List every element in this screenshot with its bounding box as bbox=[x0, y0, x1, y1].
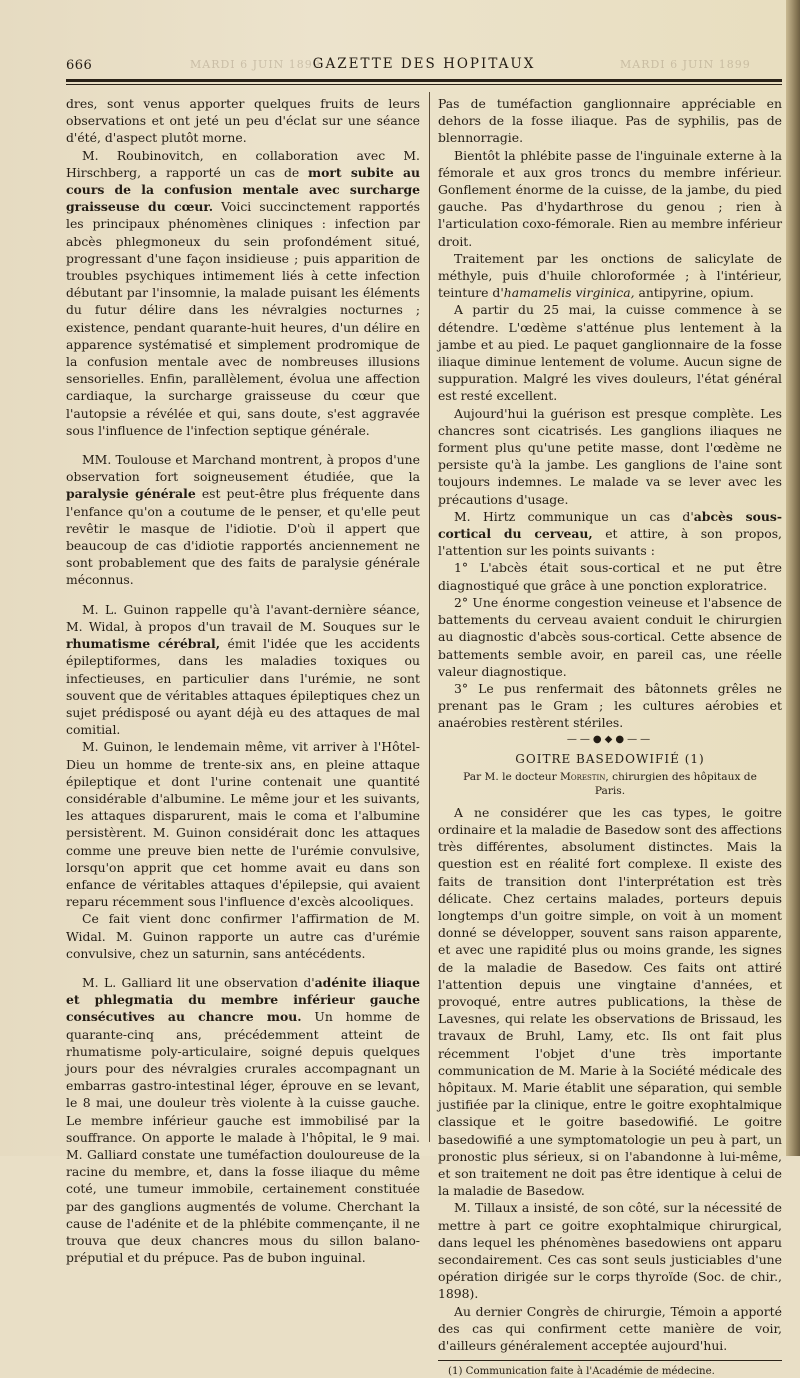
article-title: GOITRE BASEDOWIFIÉ (1) bbox=[515, 751, 705, 766]
author-name: Morestin, bbox=[560, 770, 609, 783]
text-run: chirurgien des hôpitaux de Paris. bbox=[594, 770, 757, 797]
header-rule bbox=[66, 79, 782, 85]
page-header bbox=[66, 52, 782, 74]
bold-topic: mort subite au cours de la confusion mentale avec surcharge graisseuse du cœur. bbox=[66, 164, 420, 215]
text-run: M. L. Guinon rappelle qu'à l'avant-dernière séance, M. Widal, à propos d'un travail de M. Souques sur le bbox=[66, 601, 420, 634]
paragraph bbox=[66, 147, 420, 439]
journal-title: GAZETTE DES HOPITAUX bbox=[312, 56, 536, 72]
bold-topic: paralysie générale bbox=[66, 486, 196, 502]
faint-stamp-right: MARDI 6 JUIN 1899 bbox=[620, 58, 751, 71]
bold-topic: rhumatisme cérébral, bbox=[66, 636, 221, 652]
paragraph: A partir du 25 mai, la cuisse commence à se détendre. L'œdème s'atténue plus lentement à la jambe et au pied. Le paquet ganglionnaire de la fosse iliaque diminue lentement de volume. Aucun signe de suppuration. Malgré les vives douleurs, l'état général est resté excellent. bbox=[438, 302, 782, 404]
paragraph-gap bbox=[66, 589, 420, 601]
paragraph-gap bbox=[66, 962, 420, 974]
right-column bbox=[438, 95, 782, 1378]
bold-topic: abcès sous-cortical du cerveau, bbox=[438, 508, 782, 542]
paragraph bbox=[66, 601, 420, 739]
paragraph: Pas de tuméfaction ganglionnaire appréciable en dehors de la fosse iliaque. Pas de syphilis, pas de blennorragie. bbox=[438, 96, 782, 146]
left-column bbox=[66, 95, 420, 1266]
paragraph: 2° Une énorme congestion veineuse et l'absence de battements du cerveau avaient conduit le chirurgien au diagnostic d'abcès sous-cortical. Cette absence de battements semble avoir, en pareil cas, une réelle valeur diagnostique. bbox=[438, 594, 782, 679]
text-run: émit l'idée que les accidents épileptiformes, dans les maladies toxiques ou infectieuses, en particulier dans l'urémie, ne sont souvent que de véritables attaques épileptiques chez un sujet prédisposé ou ayant déjà eu des attaques de mal comitial. bbox=[66, 636, 421, 738]
page-edge bbox=[786, 0, 800, 1156]
paragraph: dres, sont venus apporter quelques fruits de leurs observations et ont jeté un peu d'éclat sur une séance d'été, d'aspect plutôt morne. bbox=[66, 96, 420, 146]
text-run: Un homme de quarante-cinq ans, précédemment atteint de rhumatisme poly-articulaire, soigné depuis quelques jours pour des névralgies crurales accompagnant un embarras gastro-intestinal léger, éprouve en se levant, le 8 mai, une douleur très violente à la cuisse gauche. Le membre inférieur gauche est immobilisé par la souffrance. On apporte le malade à l'hôpital, le 9 mai. M. Galliard constate une tuméfaction douloureuse de la racine du membre, et, dans la fosse iliaque du même coté, une tumeur immobile, certainement constituée par des ganglions augmentés de volume. Cherchant la cause de l'adénite et de la phlébite commençante, il ne trouva que deux chancres mous du sillon balano-préputial et du prépuce. Pas de bubon inguinal. bbox=[66, 1009, 420, 1266]
text-run: MM. Toulouse et Marchand montrent, à propos d'une observation fort soigneusement étudiée, que la bbox=[66, 452, 420, 485]
text-run: Traitement par les onctions de salicylate de méthyle, puis d'huile chloroformée ; à l'intérieur, teinture d' bbox=[438, 250, 782, 301]
footnote-rule bbox=[438, 1360, 782, 1361]
text-run: M. Roubinovitch, en collaboration avec M. Hirschberg, a rapporté un cas de bbox=[66, 147, 420, 180]
text-run: Par M. le docteur bbox=[463, 770, 561, 783]
page-number: 666 bbox=[66, 58, 93, 73]
text-run: antipyrine, opium. bbox=[634, 285, 754, 301]
paragraph: Ce fait vient donc confirmer l'affirmation de M. Widal. M. Guinon rapporte un autre cas d'urémie convulsive, chez un saturnin, sans antécédents. bbox=[66, 911, 420, 961]
paragraph: Aujourd'hui la guérison est presque complète. Les chancres sont cicatrisés. Les ganglions iliaques ne forment plus qu'une petite masse, dont l'œdème ne persiste qu'à la jambe. Les ganglions de l'aine sont toujours indemnes. Le malade va se lever avec les précautions d'usage. bbox=[438, 405, 782, 507]
paragraph: Au dernier Congrès de chirurgie, Témoin a apporté des cas qui confirment cette manière de voir, d'ailleurs généralement acceptée aujourd'hui. bbox=[438, 1303, 782, 1354]
paragraph bbox=[438, 250, 782, 302]
paragraph: Bientôt la phlébite passe de l'inguinale externe à la fémorale et aux gros troncs du membre inférieur. Gonflement énorme de la cuisse, de la jambe, du pied gauche. Pas d'hydarthrose du genou ; rien à l'articulation coxo-fémorale. Rien au membre inférieur droit. bbox=[438, 147, 782, 249]
paragraph: M. Guinon, le lendemain même, vit arriver à l'Hôtel-Dieu un homme de trente-six ans, en pleine attaque épileptique et dont l'urine contenait une quantité considérable d'albumine. Le même jour et les suivants, les attaques disparurent, mais le coma et l'albumine persistèrent. M. Guinon considérait donc les attaques comme une preuve bien nette de l'urémie convulsive, lorsqu'on apprit que cet homme avait eu dans son enfance de véritables attaques d'épilepsie, qui avaient reparu récemment sous l'influence d'excès alcooliques. bbox=[66, 739, 420, 910]
footnote: (1) Communication faite à l'Académie de médecine. bbox=[448, 1366, 715, 1378]
paragraph bbox=[66, 974, 420, 1266]
text-run: est peut-être plus fréquente dans l'enfance qu'on a coutume de le penser, et qu'elle peut revêtir le masque de l'idiotie. D'où il appert que beaucoup de cas d'idiotie rapportés anciennement ne sont probablement que des faits de paralysie générale méconnus. bbox=[66, 486, 420, 588]
bold-topic: adénite iliaque et phlegmatia du membre inférieur gauche consécutives au chancre mou. bbox=[66, 974, 420, 1025]
text-run: M. L. Galliard lit une observation d' bbox=[82, 974, 315, 990]
column-divider bbox=[429, 92, 430, 1142]
faint-stamp-left: MARDI 6 JUIN 1899 bbox=[190, 58, 321, 71]
paragraph: 3° Le pus renfermait des bâtonnets grêles ne prenant pas le Gram ; les cultures aérobies et anaérobies restèrent stériles. bbox=[438, 680, 782, 731]
paragraph: 1° L'abcès était sous-cortical et ne put être diagnostiqué que grâce à une ponction exploratrice. bbox=[438, 560, 782, 593]
paragraph: A ne considérer que les cas types, le goitre ordinaire et la maladie de Basedow sont des affections très différentes, absolument distinctes. Mais la question est en réalité fort complexe. Il existe des faits de transition dont l'interprétation est très délicate. Chez certains malades, porteurs depuis longtemps d'un goitre simple, on voit à un moment donné se développer, souvent sans raison apparente, et avec une rapidité plus ou moins grande, les signes de la maladie de Basedow. Ces faits ont attiré l'attention depuis une vingtaine d'années, et provoqué, entre autres publications, la thèse de Lavesnes, qui relate les observations de Brissaud, les travaux de Bruhl, Lamy, etc. Ils ont fait plus récemment l'objet d'une très importante communication de M. Marie à la Société médicale des hôpitaux. M. Marie établit une séparation, qui semble justifiée par la clinique, entre le goitre exophtalmique classique et le goitre basedowifié. Le goitre basedowifié a une symptomatologie un peu à part, un pronostic plus sérieux, si on l'abandonne à lui-même, et son traitement ne doit pas être identique à celui de la maladie de Basedow. bbox=[438, 804, 782, 1199]
paragraph bbox=[66, 451, 420, 589]
paragraph-gap bbox=[66, 439, 420, 451]
paragraph bbox=[438, 508, 782, 560]
section-separator: ——●◆●—— bbox=[566, 733, 654, 745]
text-run: et attire, à son propos, l'attention sur les points suivants : bbox=[438, 526, 782, 559]
italic-term: hamamelis virginica, bbox=[503, 285, 635, 301]
text-run: Voici succinctement rapportés les principaux phénomènes cliniques : infection par abcès phlegmoneux du sein profondément situé, progressant d'une façon insidieuse ; puis apparition de troubles psychiques intimement liés à cette infection débutant par l'insomnie, la malade puisant les éléments du futur délire dans les névralgies nocturnes ; existence, pendant quarante-huit heures, d'un délire en apparence systématisé et simplement prodromique de la confusion mentale avec de nombreuses illusions sensorielles. Enfin, parallèlement, évolua une affection cardiaque, la surcharge graisseuse du cœur que l'autopsie a révélée et qui, sans doute, s'est aggravée sous l'influence de l'infection septique générale. bbox=[66, 199, 420, 438]
paragraph: M. Tillaux a insisté, de son côté, sur la nécessité de mettre à part ce goitre exophtalmique chirurgical, dans lequel les phénomènes basedowiens ont apparu secondairement. Ces cas sont seuls justiciables d'une opération dirigée sur le corps thyroïde (Soc. de chir., 1898). bbox=[438, 1200, 782, 1302]
article-byline bbox=[448, 770, 772, 798]
text-run: M. Hirtz communique un cas d' bbox=[454, 508, 694, 524]
